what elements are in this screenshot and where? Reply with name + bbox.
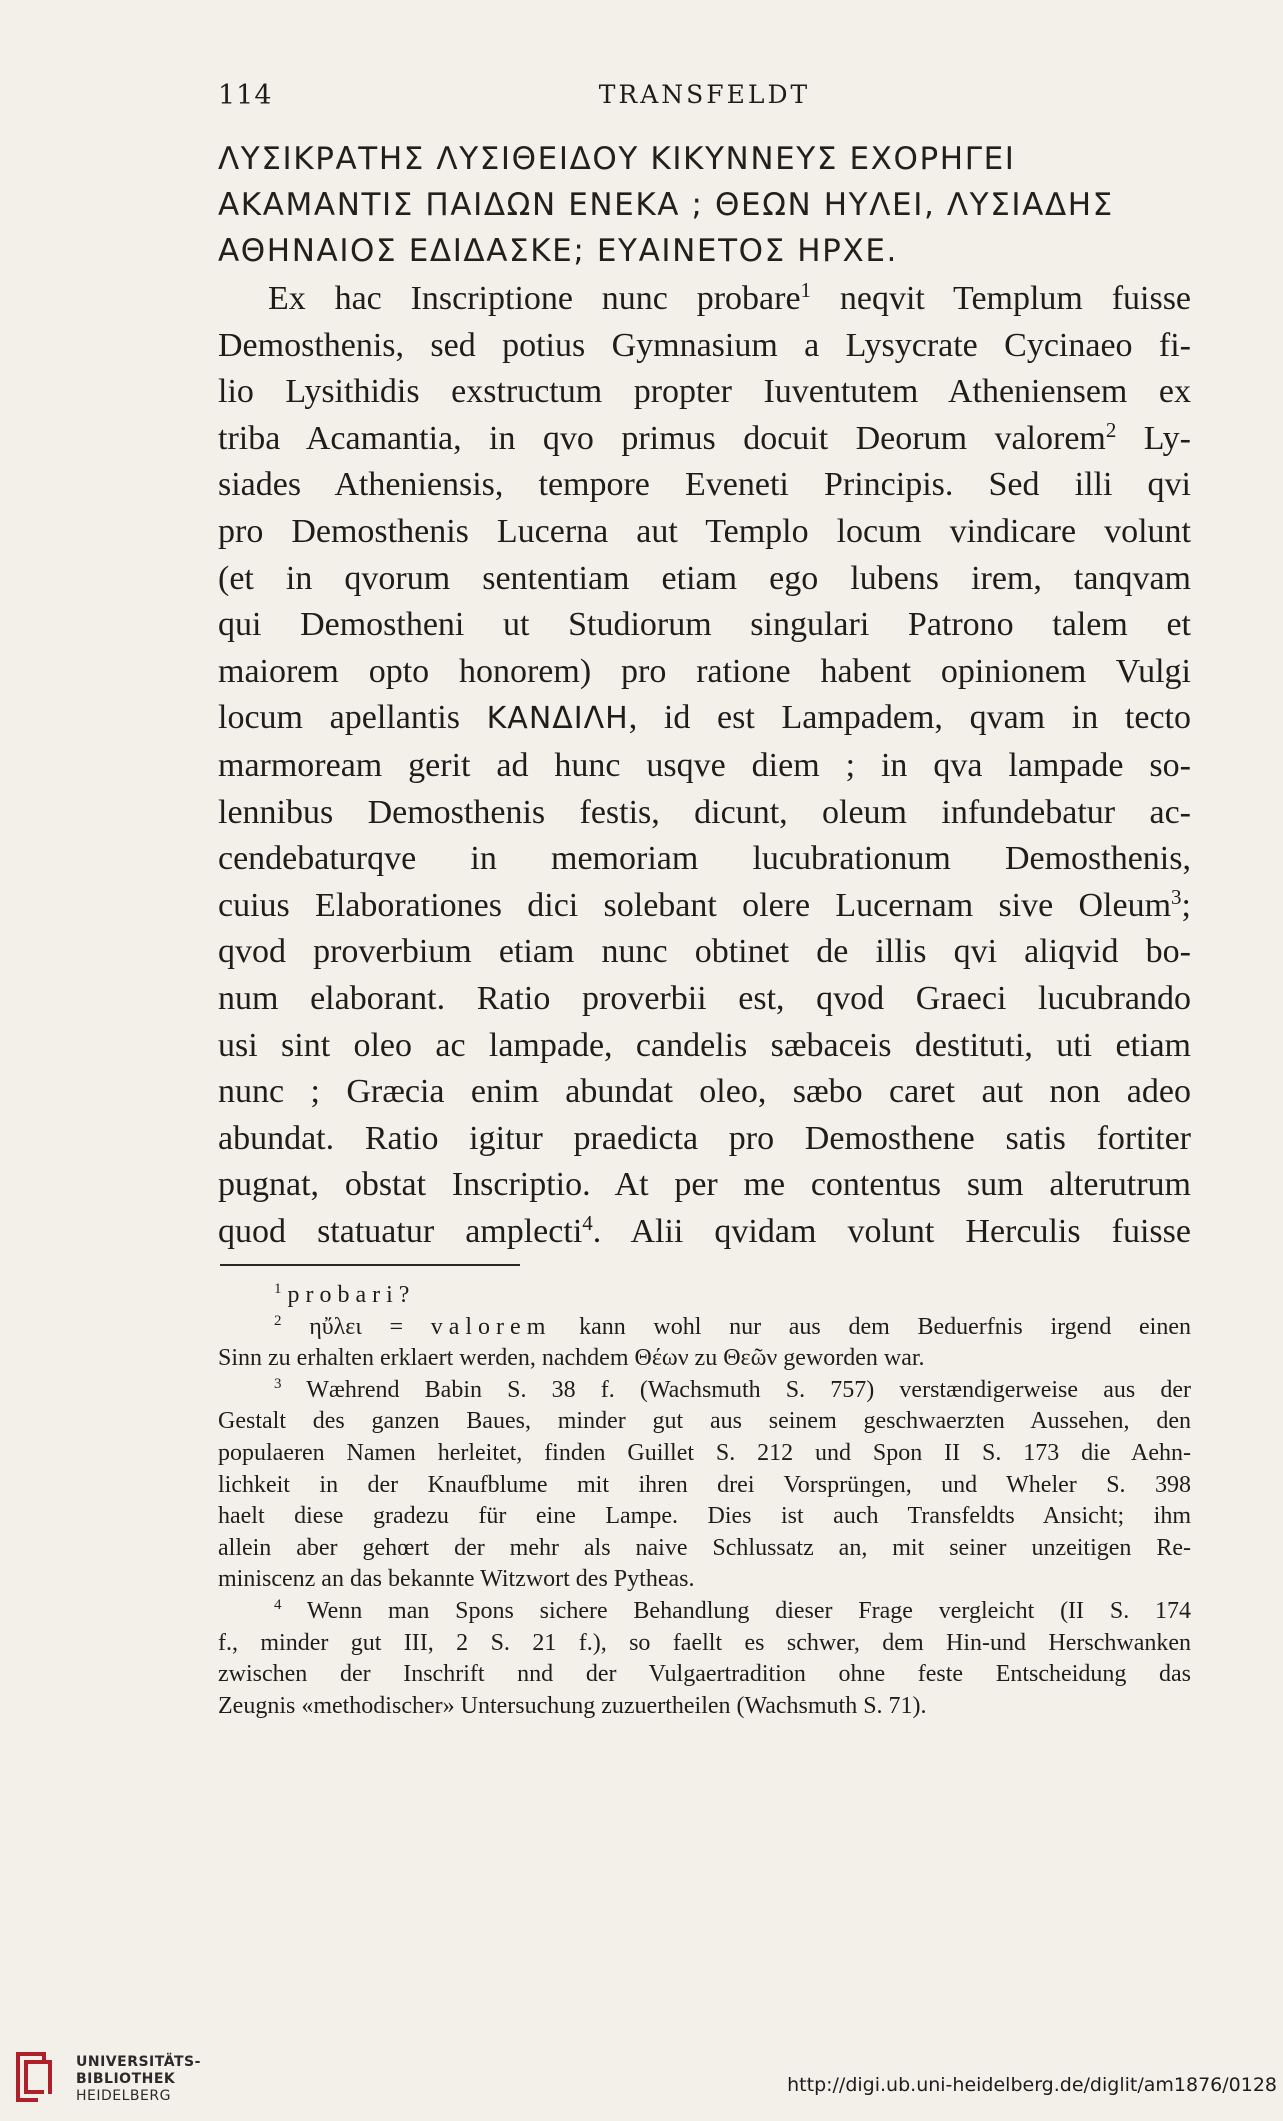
text-line: marmoream gerit ad hunc usqve diem ; in qva lampade so- — [218, 746, 1191, 784]
text-line: abundat. Ratio igitur praedicta pro Demosthene satis fortiter — [218, 1119, 1191, 1157]
footnotes — [218, 1280, 1191, 1722]
footnote-line: miniscenz an das bekannte Witzwort des Pytheas. — [218, 1566, 695, 1593]
text-line: nunc ; Græcia enim abundat oleo, sæbo caret aut non adeo — [218, 1073, 1191, 1111]
text-line: Demosthenis, sed potius Gymnasium a Lysycrate Cycinaeo fi- — [218, 326, 1191, 364]
text-line: qvod proverbium etiam nunc obtinet de illis qvi aliqvid bo- — [218, 933, 1191, 971]
source-url-link[interactable]: http://digi.ub.uni-heidelberg.de/diglit/am1876/0128 — [787, 2074, 1277, 2096]
footnote-number: 2 — [274, 1312, 282, 1329]
text-line: pro Demosthenis Lucerna aut Templo locum vindicare volunt — [218, 512, 1191, 550]
text-line: qui Demostheni ut Studiorum singulari Patrono talem et — [218, 606, 1191, 644]
footnote-ref[interactable]: 4 — [582, 1210, 593, 1235]
inscription-line: ΑΘΗΝΑΙΟΣ ΕΔΙΔΑΣΚΕ; ΕΥΑΙΝΕΤΟΣ ΗΡΧΕ. — [218, 233, 898, 269]
text-line: num elaborant. Ratio proverbii est, qvod Graeci lucubrando — [218, 979, 1191, 1017]
greek-word: ΚΑΝΔΙΛΗ — [486, 701, 629, 737]
footnote-number: 1 — [274, 1281, 282, 1297]
library-name: UNIVERSITÄTS- BIBLIOTHEK HEIDELBERG — [76, 2054, 201, 2104]
text-line: maiorem opto honorem) pro ratione habent opinionem Vulgi — [218, 652, 1191, 690]
footnote-number: 3 — [274, 1375, 282, 1392]
text-line: usi sint oleo ac lampade, candelis sæbaceis destituti, uti etiam — [218, 1026, 1191, 1064]
footnote-line: haelt diese gradezu für eine Lampe. Dies ist auch Transfeldts Ansicht; ihm — [218, 1503, 1191, 1530]
footnote-2: $^2$ ηὔλει = valorem kann wohl nur aus dem Beduerfnis irgend einen — [274, 1312, 1191, 1340]
text-line: cuius Elaborationes dici solebant olere Lucernam sive Oleum$^3$; — [218, 884, 1191, 924]
page-number: 114 — [218, 80, 273, 111]
footnote-line: zwischen der Inschrift nnd der Vulgaertradition ohne feste Entscheidung das — [218, 1661, 1191, 1688]
page-header — [218, 80, 1191, 116]
text-line: locum apellantis ΚΑΝΔΙΛΗ, id est Lampadem, qvam in tecto — [218, 699, 1191, 737]
footnote-line: populaeren Namen herleitet, finden Guillet S. 212 und Spon II S. 173 die Aehn- — [218, 1439, 1191, 1466]
text-line: quod statuatur amplecti$^4$. Alii qvidam volunt Herculis fuisse — [218, 1210, 1191, 1250]
text-line: lio Lysithidis exstructum propter Iuventutem Atheniensem ex — [218, 373, 1191, 411]
footnote-line: Gestalt des ganzen Baues, minder gut aus seinem geschwaerzten Aussehen, den — [218, 1408, 1191, 1435]
library-logo-icon — [14, 2048, 54, 2106]
footnote-ref[interactable]: 1 — [800, 278, 812, 302]
footnote-line: Zeugnis «methodischer» Untersuchung zuzuertheilen (Wachsmuth S. 71). — [218, 1692, 927, 1719]
text-line: cendebaturqve in memoriam lucubrationum Demosthenis, — [218, 840, 1191, 878]
text-line: lennibus Demosthenis festis, dicunt, oleum infundebatur ac- — [218, 793, 1191, 831]
digitization-footer — [0, 2034, 1283, 2121]
footnote-number: 4 — [274, 1596, 282, 1613]
footnote-divider — [220, 1264, 520, 1266]
text-line: (et in qvorum sententiam etiam ego lubens irem, tanqvam — [218, 559, 1191, 597]
footnote-line: allein aber gehœrt der mehr als naive Schlussatz an, mit seiner unzeitigen Re- — [218, 1534, 1191, 1561]
footnote-3: $^3$ Wæhrend Babin S. 38 f. (Wachsmuth S. 757) verstændigerweise aus der — [274, 1375, 1191, 1403]
footnote-line: lichkeit in der Knaufblume mit ihren drei Vorsprüngen, und Wheler S. 398 — [218, 1471, 1191, 1498]
text-line: Ex hac Inscriptione nunc probare$^1$ neqvit Templum fuisse — [268, 278, 1192, 317]
footnote-ref[interactable]: 2 — [1105, 417, 1117, 442]
footnote-line: f., minder gut III, 2 S. 21 f.), so faellt es schwer, dem Hin-und Herschwanken — [218, 1629, 1191, 1656]
text-line: pugnat, obstat Inscriptio. At per me contentus sum alterutrum — [218, 1166, 1191, 1204]
footnote-4: $^4$ Wenn man Spons sichere Behandlung dieser Frage vergleicht (II S. 174 — [274, 1596, 1191, 1624]
text-line: triba Acamantia, in qvo primus docuit Deorum valorem$^2$ Ly- — [218, 417, 1191, 457]
inscription-line: ΑΚΑΜΑΝΤΙΣ ΠΑΙΔΩΝ ΕΝΕΚΑ ; ΘΕΩΝ ΗΥΛΕΙ, ΛΥΣΙΑΔΗΣ — [218, 187, 1114, 223]
footnote-1: $^1$ probari? — [274, 1281, 416, 1308]
text-line: siades Atheniensis, tempore Eveneti Principis. Sed illi qvi — [218, 466, 1191, 504]
footnote-line: Sinn zu erhalten erklaert werden, nachdem Θέων zu Θεῶν geworden war. — [218, 1345, 925, 1372]
main-text — [218, 276, 1191, 1255]
inscription-line: ΛΥΣΙΚΡΑΤΗΣ ΛΥΣΙΘΕΙΔΟΥ ΚΙΚΥΝΝΕΥΣ ΕΧΟΡΗΓΕΙ — [218, 141, 1016, 177]
running-title: TRANSFELDT — [598, 80, 811, 109]
footnote-ref[interactable]: 3 — [1171, 884, 1182, 909]
greek-inscription — [218, 136, 1208, 274]
